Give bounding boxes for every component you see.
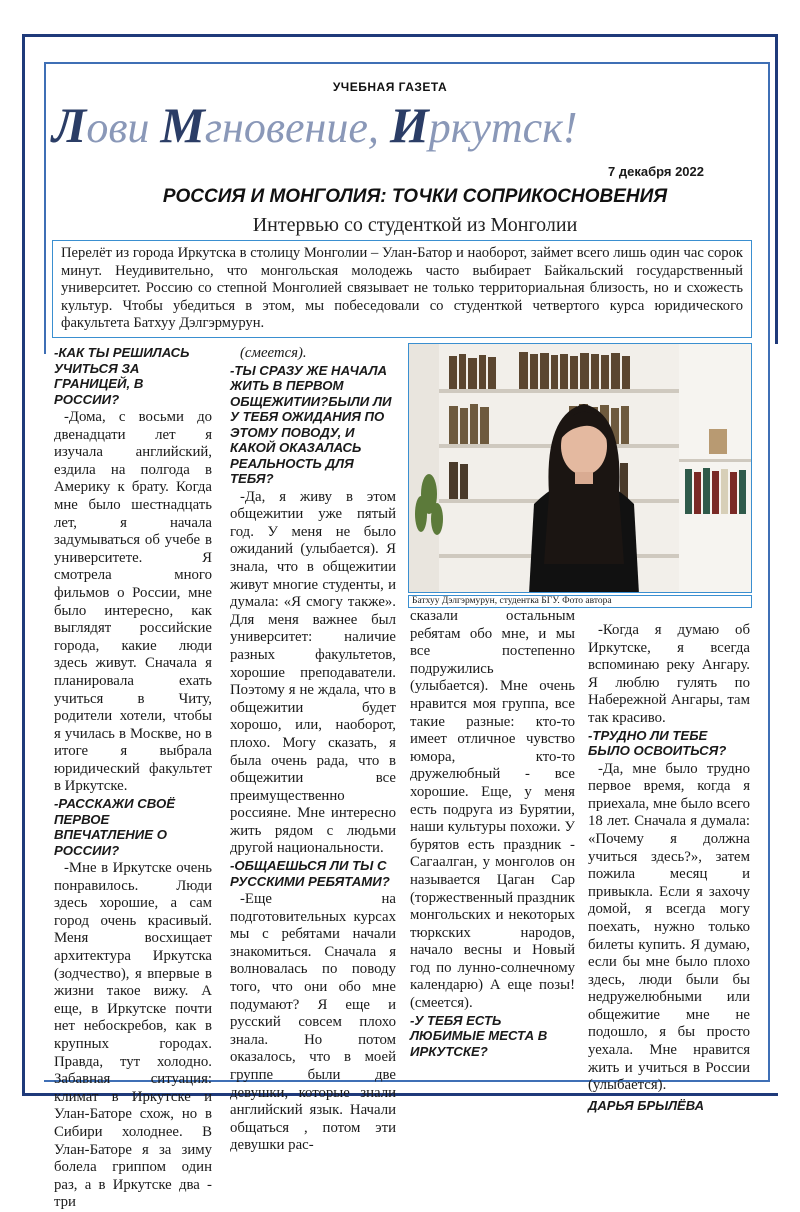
article-column-4 [588,622,750,1114]
answer-4-continued: сказали остальным ребятам обо мне, и мы все постепенно подружились (улыбается). Мне очень нравится моя группа, все такие разные: кто-то имеет отличное чувство юмора, кто-то дружелюбный - все хорошие. Еще, у меня есть подруга из Бурятии, наши культуры похожи. У бурятов есть праздник - Сагаалган, у монголов он называется Цаган Сар (торжественный праздник монгольских и некоторых тюркских народов, начало весны и Новый год по лунно-солнечному календарю) А еще позы! (смеется). [410,608,575,1012]
question-1: -КАК ТЫ РЕШИЛАСЬ УЧИТЬСЯ ЗА ГРАНИЦЕЙ, В РОССИИ? [54,345,190,407]
masthead-cap-1: Л [52,97,87,153]
masthead-rest-1: ови [86,103,161,152]
frame-inner-top-line [44,62,770,64]
question-4: -ОБЩАЕШЬСЯ ЛИ ТЫ С РУССКИМИ РЕБЯТАМИ? [230,858,390,889]
newspaper-kicker: УЧЕБНАЯ ГАЗЕТА [332,80,448,94]
photo-illustration [409,344,752,593]
question-6: -ТРУДНО ЛИ ТЕБЕ БЫЛО ОСВОИТЬСЯ? [588,727,727,759]
article-column-1 [54,345,212,1212]
frame-top-line [22,34,778,37]
answer-2-end: (смеется). [240,345,307,361]
article-lede: Перелёт из города Иркутска в столицу Монголии – Улан-Батор и наоборот, займет всего лишь один час сорок минут. Неудивительно, что монгольская молодежь часто выбирает Байкальский государственный университет. Россию со степной Монголией связывает не только территориальная близость, но и схожесть культур. Чтобы убедиться в этом, мы побеседовали со студенткой четвертого курса юридического факультета Батхуу Дэлгэрмурун. [52,240,752,338]
answer-5: -Когда я думаю об Иркутске, я всегда вспоминаю реку Ангару. Я люблю гулять по Набережной Ангары, там так красиво. [588,622,750,726]
answer-2: -Мне в Иркутске очень понравилось. Люди здесь хорошие, а сам город очень красивый. Меня восхищает архитектура Иркутска (зодчество), я впервые в жизни такое вижу. А еще, в Иркутске почти нет небоскребов, как в крупных городах. Правда, тут холодно. Забавная ситуация: климат в Иркутске и Улан-Баторе схож, но в Сибири холоднее. В Улан-Баторе я за зиму болела гриппом один раз, а в Иркутске два - три [54,860,212,1211]
issue-date: 7 декабря 2022 [608,164,704,179]
answer-6: -Да, мне было трудно первое время, когда я приехала, мне было всего 18 лет. Сначала я думала: «Почему я должна учиться здесь?», затем пожила месяц и привыкла. Если я захочу домой, я всегда могу поехать, нужно только билеты купить. Я думаю, если бы мне было плохо здесь, люди были бы недружелюбными или общежитие мне не подошло, я бы просто уехала. Мне нравится жить и учиться в России (улыбается). [588,760,750,1094]
photo-caption: Батхуу Дэлгэрмурун, студентка БГУ. Фото автора [408,595,752,608]
question-3: -ТЫ СРАЗУ ЖЕ НАЧАЛА ЖИТЬ В ПЕРВОМ ОБЩЕЖИТИИ?БЫЛИ ЛИ У ТЕБЯ ОЖИДАНИЯ ПО ЭТОМУ ПОВОДУ, И КАКОЙ ОКАЗАЛАСЬ РЕАЛЬНОСТЬ ДЛЯ ТЕБЯ? [230,362,392,487]
question-2: -РАССКАЖИ СВОЁ ПЕРВОЕ ВПЕЧАТЛЕНИЕ О РОССИИ? [54,796,176,858]
article-headline: РОССИЯ И МОНГОЛИЯ: ТОЧКИ СОПРИКОСНОВЕНИЯ [162,186,668,207]
masthead-title [52,96,772,154]
answer-4: -Еще на подготовительных курсах мы с ребятами начали знакомиться. Сначала я волновалась по поводу того, что они обо мне подумают? Я еще и русский совсем плохо знала. Но потом оказалось, что в моей группе были две девушки, которые знали английский язык. Начали общаться , потом эти девушки рас- [230,891,396,1154]
masthead-cap-2: М [160,97,205,153]
answer-1: -Дома, с восьми до двенадцати лет я изучала английский, ездила на полгода в Америку к брату. Когда мне было шестнадцать лет, я начала задумываться об учебе в университете. Я смотрела много фильмов о России, мне было интересно, как выглядят российские города, какие люди здесь живут. Сначала я планировала ехать учиться в Читу, родители хотели, чтобы я училась в Москве, но в итоге я выбрала юридический факультет в Иркутске. [54,409,212,795]
author-signature: ДАРЬЯ БРЫЛЁВА [588,1097,705,1113]
article-column-3 [410,608,575,1061]
masthead-cap-3: И [389,97,429,153]
question-5: -У ТЕБЯ ЕСТЬ ЛЮБИМЫЕ МЕСТА В ИРКУТСКЕ? [410,1012,548,1059]
article-subhead: Интервью со студенткой из Монголии [252,214,578,236]
frame-inner-left-line [44,62,46,354]
student-photo [408,343,752,593]
article-column-2 [230,345,396,1155]
answer-3: -Да, я живу в этом общежитии уже пятый год. У меня не было ожиданий (улыбается). Я знала, что в общежитии живут многие студенты, и думала: «Я смогу также». Для меня важнее был университет: наличие разных факультетов, хорошие преподаватели. Поэтому я не ждала, что в общежитии будет хорошо, или, наоборот, плохо. Могу сказать, я была очень рада, что в общежитии все преимущественно россияне. Мне интересно жить рядом с людьми другой национальности. [230,488,396,857]
masthead-rest-2: гновение, [204,103,390,152]
masthead-rest-3: ркутск! [428,103,578,152]
